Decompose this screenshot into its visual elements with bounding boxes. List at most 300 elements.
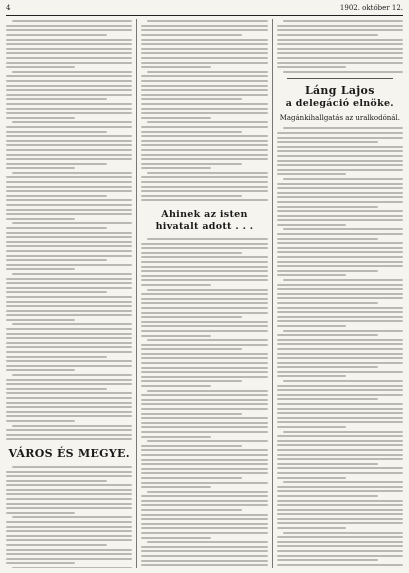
text-line-placeholder [6,52,132,54]
column-1 [6,19,132,568]
text-line-placeholder [283,127,403,129]
text-line-placeholder [277,357,403,359]
text-line-placeholder [277,403,403,405]
text-line-placeholder [6,301,132,303]
text-line-placeholder [6,342,132,344]
text-line-placeholder [277,141,378,143]
text-line-placeholder [6,562,75,564]
text-line-placeholder [141,394,267,396]
text-line-placeholder [277,48,403,50]
text-line-placeholder [6,365,132,367]
text-line-placeholder [141,302,267,304]
text-line-placeholder [277,169,403,171]
text-line-placeholder [141,477,242,479]
text-line-placeholder [277,242,403,244]
text-line-placeholder [6,103,132,105]
text-line-placeholder [277,522,403,524]
text-line-placeholder [277,293,403,295]
text-line-placeholder [141,454,267,456]
text-line-placeholder [6,149,132,151]
text-line-placeholder [6,397,132,399]
text-line-placeholder [141,112,267,114]
text-line-placeholder [277,43,403,45]
text-line-placeholder [6,402,132,404]
text-line-placeholder [6,549,132,551]
text-line-placeholder [6,489,132,491]
column-1-body-top [6,19,132,442]
subheadline-delegacio-elnoke: a delegáció elnöke. [285,98,394,110]
text-line-placeholder [6,264,132,266]
text-line-placeholder [277,206,378,208]
text-line-placeholder [141,181,267,183]
text-line-placeholder [141,252,242,254]
text-line-placeholder [277,316,403,318]
text-line-placeholder [141,98,242,100]
text-line-placeholder [277,201,403,203]
text-line-placeholder [147,20,267,22]
text-line-placeholder [141,445,242,447]
text-line-placeholder [141,39,267,41]
text-line-placeholder [141,80,267,82]
text-line-placeholder [6,140,132,142]
text-line-placeholder [277,550,403,552]
text-line-placeholder [6,544,107,546]
text-line-placeholder [141,62,267,64]
text-line-placeholder [277,247,403,249]
text-line-placeholder [6,310,132,312]
text-line-placeholder [277,454,403,456]
text-line-placeholder [6,34,107,36]
text-line-placeholder [277,467,403,469]
text-line-placeholder [277,62,403,64]
text-line-placeholder [141,362,267,364]
text-line-placeholder [141,449,267,451]
text-line-placeholder [6,392,132,394]
text-line-placeholder [141,486,210,488]
text-line-placeholder [6,144,132,146]
text-line-placeholder [141,385,210,387]
text-line-placeholder [141,247,267,249]
text-line-placeholder [277,311,403,313]
text-line-placeholder [141,85,267,87]
text-line-placeholder [141,325,267,327]
text-line-placeholder [141,29,267,31]
column-3-body-top [277,19,403,74]
text-line-placeholder [6,98,107,100]
text-line-placeholder [6,163,107,165]
text-line-placeholder [6,503,132,505]
text-line-placeholder [141,163,242,165]
text-line-placeholder [6,48,132,50]
text-line-placeholder [277,385,403,387]
text-line-placeholder [283,380,403,382]
text-line-placeholder [141,413,242,415]
text-line-placeholder [277,325,346,327]
text-line-placeholder [141,186,267,188]
text-line-placeholder [12,425,132,427]
text-line-placeholder [277,52,403,54]
text-line-placeholder [141,34,242,36]
text-line-placeholder [141,564,267,566]
text-line-placeholder [277,408,403,410]
text-line-placeholder [141,500,267,502]
text-line-placeholder [6,181,132,183]
text-line-placeholder [141,94,267,96]
text-line-placeholder [277,477,346,479]
text-line-placeholder [141,371,267,373]
text-line-placeholder [141,75,267,77]
text-line-placeholder [141,103,267,105]
text-line-placeholder [141,167,210,169]
text-line-placeholder [277,362,403,364]
text-line-placeholder [6,415,132,417]
text-line-placeholder [141,298,267,300]
text-line-placeholder [6,199,132,201]
text-line-placeholder [12,516,132,518]
text-line-placeholder [141,126,267,128]
text-line-placeholder [6,190,132,192]
text-line-placeholder [141,135,267,137]
text-line-placeholder [6,57,132,59]
text-line-placeholder [6,126,132,128]
text-line-placeholder [141,144,267,146]
text-line-placeholder [6,406,132,408]
text-line-placeholder [12,567,132,568]
text-line-placeholder [141,422,267,424]
text-line-placeholder [277,132,403,134]
text-line-placeholder [141,357,267,359]
text-line-placeholder [277,297,403,299]
text-line-placeholder [277,251,403,253]
text-line-placeholder [277,34,378,36]
text-line-placeholder [277,417,403,419]
text-line-placeholder [6,80,132,82]
text-line-placeholder [6,43,132,45]
text-line-placeholder [6,241,132,243]
text-line-placeholder [147,71,267,73]
text-line-placeholder [141,537,210,539]
text-line-placeholder [12,20,132,22]
text-line-placeholder [141,523,267,525]
text-line-placeholder [141,195,242,197]
text-line-placeholder [141,403,267,405]
text-line-placeholder [283,178,403,180]
text-line-placeholder [277,564,403,566]
text-line-placeholder [6,62,132,64]
text-line-placeholder [277,150,403,152]
text-line-placeholder [277,440,403,442]
text-line-placeholder [277,334,378,336]
text-line-placeholder [6,346,132,348]
text-line-placeholder [283,481,403,483]
text-line-placeholder [277,500,403,502]
column-3-body [277,126,403,568]
text-line-placeholder [141,555,267,557]
text-line-placeholder [141,367,267,369]
text-line-placeholder [6,268,75,270]
text-line-placeholder [141,25,267,27]
text-line-placeholder [6,213,132,215]
text-line-placeholder [141,43,267,45]
text-line-placeholder [141,279,267,281]
text-line-placeholder [141,48,267,50]
text-line-placeholder [283,431,403,433]
text-line-placeholder [141,131,242,133]
text-line-placeholder [6,539,132,541]
text-line-placeholder [6,512,75,514]
text-line-placeholder [141,307,267,309]
text-line-placeholder [277,302,378,304]
text-line-placeholder [6,333,132,335]
text-line-placeholder [6,291,107,293]
text-line-placeholder [141,154,267,156]
text-line-placeholder [147,440,267,442]
column-2-body [141,237,267,568]
text-line-placeholder [141,546,267,548]
text-line-placeholder [141,176,267,178]
text-line-placeholder [277,192,403,194]
text-line-placeholder [277,426,346,428]
text-line-placeholder [141,316,242,318]
text-line-placeholder [6,39,132,41]
text-line-placeholder [141,57,267,59]
text-line-placeholder [277,29,403,31]
text-line-placeholder [6,521,132,523]
text-line-placeholder [277,353,403,355]
text-line-placeholder [6,218,75,220]
text-line-placeholder [277,490,403,492]
text-line-placeholder [12,121,132,123]
text-line-placeholder [141,199,267,201]
text-line-placeholder [277,444,403,446]
text-line-placeholder [277,339,403,341]
text-line-placeholder [6,278,132,280]
text-line-placeholder [141,52,267,54]
text-line-placeholder [277,504,403,506]
text-line-placeholder [277,307,403,309]
text-line-placeholder [141,275,267,277]
text-line-placeholder [277,472,403,474]
text-line-placeholder [6,167,75,169]
text-line-placeholder [277,527,346,529]
text-line-placeholder [6,259,107,261]
text-line-placeholder [6,186,132,188]
text-line-placeholder [277,509,403,511]
text-line-placeholder [277,25,403,27]
text-line-placeholder [12,374,132,376]
text-line-placeholder [277,146,403,148]
text-line-placeholder [277,412,403,414]
text-line-placeholder [141,261,267,263]
text-line-placeholder [6,319,75,321]
text-line-placeholder [6,337,132,339]
section-heading-varos-es-megye: VÁROS ÉS MEGYE. [8,446,130,460]
text-line-placeholder [283,279,403,281]
text-line-placeholder [141,270,267,272]
text-line-placeholder [141,312,267,314]
text-line-placeholder [277,435,403,437]
separator [287,78,393,79]
text-line-placeholder [277,559,378,561]
text-line-placeholder [6,480,107,482]
text-line-placeholder [277,371,403,373]
text-line-placeholder [277,164,403,166]
text-line-placeholder [6,195,107,197]
text-line-placeholder [6,328,132,330]
text-line-placeholder [283,330,403,332]
text-line-placeholder [277,366,378,368]
text-line-placeholder [12,222,132,224]
text-line-placeholder [277,183,403,185]
text-line-placeholder [147,121,267,123]
feature-title-line-1: Ahinek az isten [161,208,248,220]
text-line-placeholder [147,491,267,493]
text-line-placeholder [6,498,132,500]
text-line-placeholder [141,330,267,332]
column-3 [272,19,403,568]
text-line-placeholder [277,233,403,235]
text-line-placeholder [141,158,267,160]
text-line-placeholder [277,458,403,460]
text-line-placeholder [141,560,267,562]
text-line-placeholder [141,266,267,268]
text-line-placeholder [6,287,132,289]
text-line-placeholder [141,436,210,438]
text-line-placeholder [283,20,403,22]
text-line-placeholder [6,227,107,229]
text-line-placeholder [6,66,75,68]
text-line-placeholder [277,39,403,41]
text-line-placeholder [277,173,346,175]
text-line-placeholder [6,383,132,385]
text-line-placeholder [277,513,403,515]
text-line-placeholder [6,530,132,532]
text-line-placeholder [277,210,403,212]
text-line-placeholder [6,475,132,477]
text-line-placeholder [6,282,132,284]
text-line-placeholder [6,420,75,422]
text-line-placeholder [6,108,132,110]
text-line-placeholder [277,421,403,423]
text-line-placeholder [277,160,403,162]
text-line-placeholder [12,172,132,174]
text-line-placeholder [141,66,210,68]
text-line-placeholder [6,245,132,247]
text-line-placeholder [277,215,403,217]
text-line-placeholder [141,256,267,258]
text-line-placeholder [277,187,403,189]
text-line-placeholder [141,284,210,286]
text-line-placeholder [277,555,403,557]
text-line-placeholder [277,274,346,276]
text-line-placeholder [283,71,403,73]
text-line-placeholder [147,172,267,174]
text-line-placeholder [283,532,403,534]
text-line-placeholder [277,261,403,263]
text-line-placeholder [277,270,378,272]
text-line-placeholder [6,296,132,298]
text-line-placeholder [283,228,403,230]
text-line-placeholder [277,463,378,465]
text-line-placeholder [277,288,403,290]
text-line-placeholder [277,545,403,547]
column-2-body-top [141,19,267,203]
text-line-placeholder [6,434,132,436]
text-line-placeholder [277,495,378,497]
text-line-placeholder [6,379,132,381]
text-line-placeholder [6,232,132,234]
text-line-placeholder [277,348,403,350]
text-line-placeholder [141,293,267,295]
sub-subheadline: Magánkihallgatás az uralkodónál. [279,114,400,123]
text-line-placeholder [147,289,267,291]
text-line-placeholder [277,518,403,520]
text-line-placeholder [6,158,132,160]
text-line-placeholder [141,344,267,346]
text-line-placeholder [277,137,403,139]
text-line-placeholder [141,89,267,91]
text-line-placeholder [141,376,267,378]
text-line-placeholder [6,356,107,358]
text-line-placeholder [6,89,132,91]
text-line-placeholder [141,504,267,506]
text-line-placeholder [141,108,267,110]
text-line-placeholder [141,527,267,529]
text-line-placeholder [141,509,242,511]
text-line-placeholder [141,459,267,461]
text-line-placeholder [6,236,132,238]
text-line-placeholder [141,243,267,245]
text-line-placeholder [141,399,267,401]
text-line-placeholder [141,472,267,474]
text-line-placeholder [141,550,267,552]
masthead [6,4,403,16]
text-line-placeholder [12,323,132,325]
text-line-placeholder [277,66,346,68]
column-2 [136,19,267,568]
text-line-placeholder [141,140,267,142]
text-line-placeholder [147,541,267,543]
text-line-placeholder [6,255,132,257]
text-line-placeholder [141,495,267,497]
text-line-placeholder [141,321,267,323]
text-line-placeholder [277,219,403,221]
text-line-placeholder [277,343,403,345]
column-1-body-bottom [6,465,132,568]
text-line-placeholder [277,394,403,396]
article-columns [6,19,403,568]
text-line-placeholder [6,176,132,178]
text-line-placeholder [277,284,403,286]
text-line-placeholder [6,484,132,486]
text-line-placeholder [6,507,132,509]
text-line-placeholder [6,25,132,27]
text-line-placeholder [277,196,403,198]
text-line-placeholder [6,553,132,555]
text-line-placeholder [6,471,132,473]
text-line-placeholder [277,398,378,400]
text-line-placeholder [6,209,132,211]
text-line-placeholder [12,71,132,73]
text-line-placeholder [277,238,378,240]
text-line-placeholder [277,389,403,391]
page-number: 4 [6,4,11,12]
text-line-placeholder [6,131,107,133]
text-line-placeholder [6,250,132,252]
text-line-placeholder [6,493,132,495]
text-line-placeholder [6,154,132,156]
text-line-placeholder [277,224,346,226]
